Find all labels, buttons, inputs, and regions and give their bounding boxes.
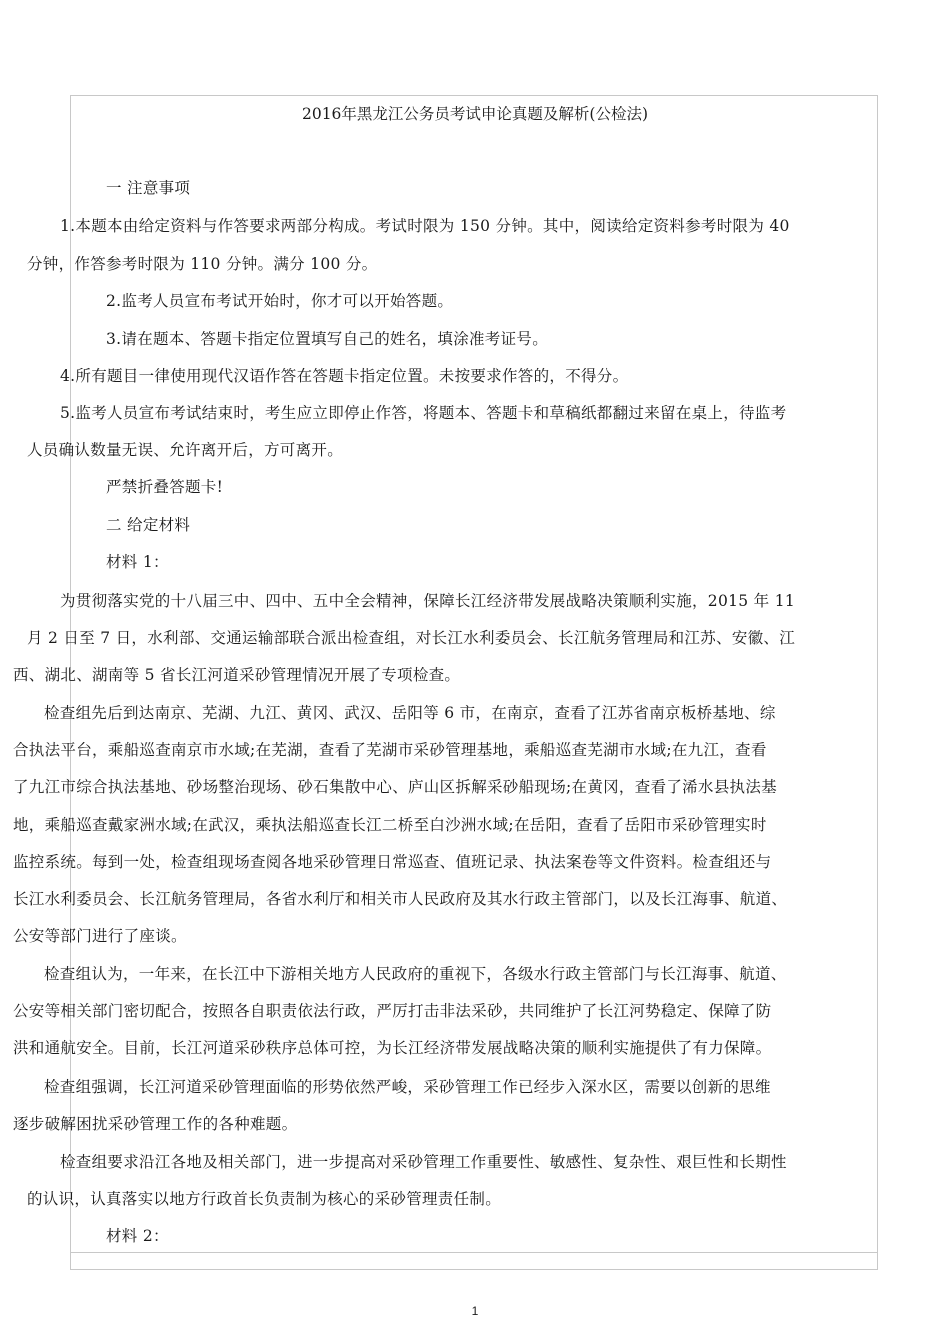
material-1-paragraph-3-line-1: 检查组认为，一年来，在长江中下游相关地方人民政府的重视下，各级水行政主管部门与长江海事、航道、 <box>44 965 787 983</box>
material-1-paragraph-3-line-3: 洪和通航安全。目前，长江河道采砂秩序总体可控，为长江经济带发展战略决策的顺利实施提供了有力保障。 <box>13 1039 772 1057</box>
notes-item-1-cont: 分钟，作答参考时限为 110 分钟。满分 100 分。 <box>27 255 378 273</box>
material-1-paragraph-5-line-1: 检查组要求沿江各地及相关部门，进一步提高对采砂管理工作重要性、敏感性、复杂性、艰巨性和长期性 <box>60 1153 787 1171</box>
material-1-paragraph-2-line-3: 了九江市综合执法基地、砂场整治现场、砂石集散中心、庐山区拆解采砂船现场;在黄冈，查看了浠水县执法基 <box>13 778 777 796</box>
material-1-paragraph-2-line-5: 监控系统。每到一处，检查组现场查阅各地采砂管理日常巡查、值班记录、执法案卷等文件资料。检查组还与 <box>13 853 772 871</box>
material-1-paragraph-1-line-1: 为贯彻落实党的十八届三中、四中、五中全会精神，保障长江经济带发展战略决策顺利实施，2015 年 11 <box>60 592 796 610</box>
document-title: 2016年黑龙江公务员考试申论真题及解析(公检法) <box>301 105 649 123</box>
material-1-paragraph-2-line-6: 长江水利委员会、长江航务管理局，各省水利厅和相关市人民政府及其水行政主管部门，以及长江海事、航道、 <box>13 890 788 908</box>
material-1-heading: 材料 1： <box>106 553 169 571</box>
notes-item-4: 4.所有题目一律使用现代汉语作答在答题卡指定位置。未按要求作答的，不得分。 <box>60 367 629 385</box>
notes-warning: 严禁折叠答题卡! <box>106 478 224 496</box>
material-1-paragraph-3-line-2: 公安等相关部门密切配合，按照各自职责依法行政，严厉打击非法采砂，共同维护了长江河势稳定、保障了防 <box>13 1002 772 1020</box>
notes-item-2: 2.监考人员宣布考试开始时，你才可以开始答题。 <box>106 292 454 310</box>
notes-item-5: 5.监考人员宣布考试结束时，考生应立即停止作答，将题本、答题卡和草稿纸都翻过来留在桌上，待监考 <box>60 404 787 422</box>
notes-item-1: 1.本题本由给定资料与作答要求两部分构成。考试时限为 150 分钟。其中，阅读给定资料参考时限为 40 <box>60 217 790 235</box>
material-1-paragraph-2-line-4: 地，乘船巡查戴家洲水域;在武汉，乘执法船巡查长江二桥至白沙洲水域;在岳阳，查看了岳阳市采砂管理实时 <box>13 816 767 834</box>
material-1-paragraph-5-line-2: 的认识，认真落实以地方行政首长负责制为核心的采砂管理责任制。 <box>27 1190 502 1208</box>
material-1-paragraph-1-line-3: 西、湖北、湖南等 5 省长江河道采砂管理情况开展了专项检查。 <box>13 666 461 684</box>
section-heading-materials: 二 给定材料 <box>106 516 191 534</box>
material-1-paragraph-1-line-2: 月 2 日至 7 日，水利部、交通运输部联合派出检查组，对长江水利委员会、长江航务管理局和江苏、安徽、江 <box>27 629 796 647</box>
material-1-paragraph-4-line-1: 检查组强调，长江河道采砂管理面临的形势依然严峻，采砂管理工作已经步入深水区，需要以创新的思维 <box>44 1078 771 1096</box>
footer-rule <box>70 1252 878 1253</box>
page-number: 1 <box>471 1304 479 1318</box>
material-1-paragraph-2-line-7: 公安等部门进行了座谈。 <box>13 927 187 945</box>
material-1-paragraph-4-line-2: 逐步破解困扰采砂管理工作的各种难题。 <box>13 1115 298 1133</box>
notes-item-3: 3.请在题本、答题卡指定位置填写自己的姓名，填涂准考证号。 <box>106 330 548 348</box>
material-1-paragraph-2-line-2: 合执法平台，乘船巡查南京市水域;在芜湖，查看了芜湖市采砂管理基地，乘船巡查芜湖市水域;在九江，查看 <box>13 741 767 759</box>
material-2-heading: 材料 2： <box>106 1227 169 1245</box>
notes-item-5-cont: 人员确认数量无误、允许离开后，方可离开。 <box>27 441 344 459</box>
material-1-paragraph-2-line-1: 检查组先后到达南京、芜湖、九江、黄冈、武汉、岳阳等 6 市，在南京，查看了江苏省南京板桥基地、综 <box>44 704 776 722</box>
section-heading-notes: 一 注意事项 <box>106 179 191 197</box>
